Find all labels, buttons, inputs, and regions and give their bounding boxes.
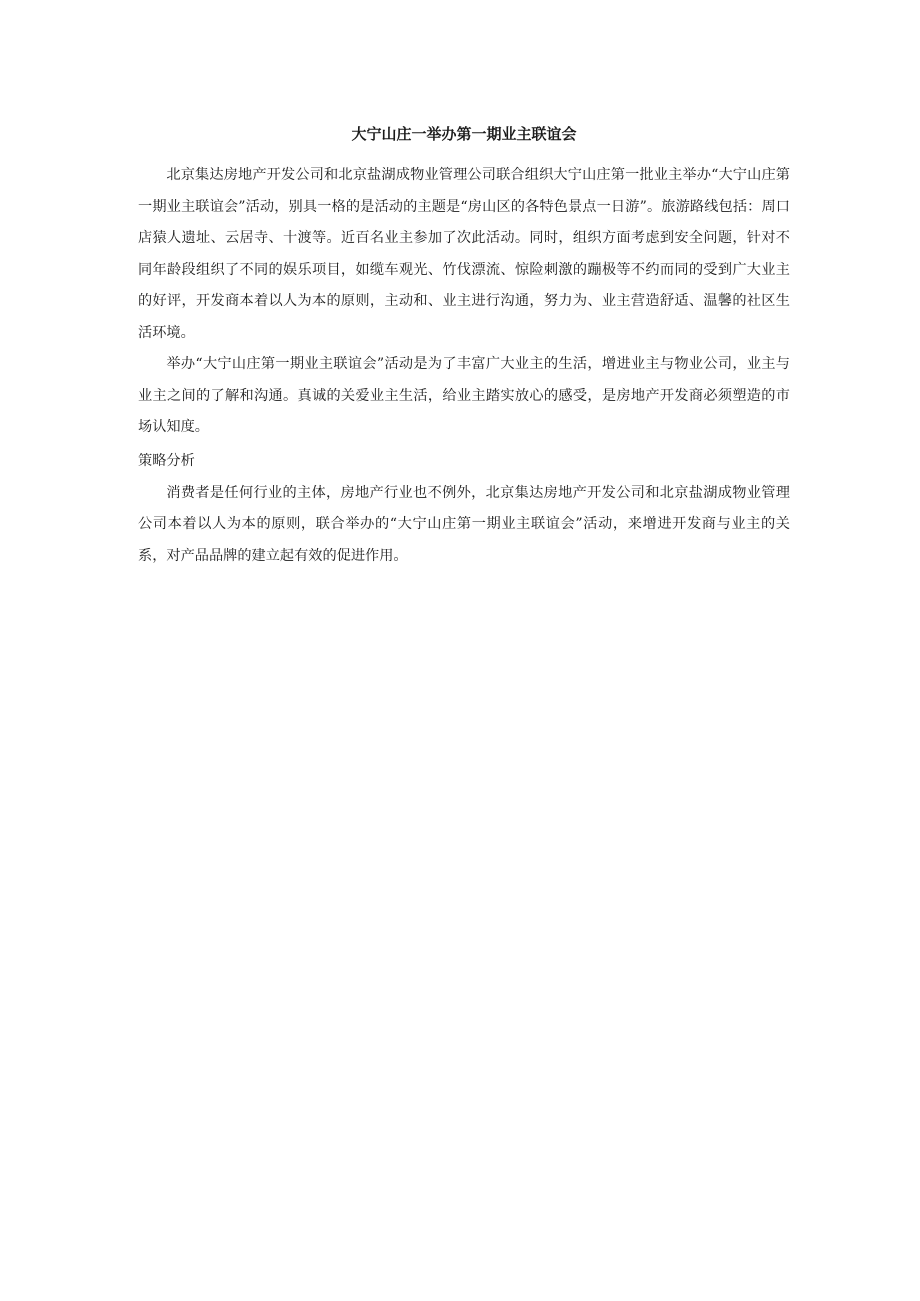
body-paragraph-1: 北京集达房地产开发公司和北京盐湖成物业管理公司联合组织大宁山庄第一批业主举办“大宁山庄第一期业主联谊会”活动，别具一格的是活动的主题是“房山区的各特色景点一日游”。旅游路线包括：周口店猿人遗址、云居寺、十渡等。近百名业主参加了次此活动。同时，组织方面考虑到安全问题，针对不同年龄段组织了不同的娱乐项目，如缆车观光、竹伐漂流、惊险刺激的蹦极等不约而同的受到广大业主的好评，开发商本着以人为本的原则，主动和、业主进行沟通，努力为、业主营造舒适、温馨的社区生活环境。 bbox=[138, 167, 790, 341]
section-paragraph-1: 消费者是任何行业的主体，房地产行业也不例外，北京集达房地产开发公司和北京盐湖成物业管理公司本着以人为本的原则，联合举办的“大宁山庄第一期业主联谊会”活动，来增进开发商与业主的关系，对产品品牌的建立起有效的促进作用。 bbox=[138, 484, 790, 564]
section-heading-strategy: 策略分析 bbox=[138, 452, 195, 469]
document-page bbox=[138, 120, 790, 572]
body-paragraph-2: 举办“大宁山庄第一期业主联谊会”活动是为了丰富广大业主的生活，增进业主与物业公司，业主与业主之间的了解和沟通。真诚的关爱业主生活，给业主踏实放心的感受，是房地产开发商必须塑造的市场认知度。 bbox=[138, 356, 790, 435]
document-title: 大宁山庄一举办第一期业主联谊会 bbox=[351, 125, 577, 143]
